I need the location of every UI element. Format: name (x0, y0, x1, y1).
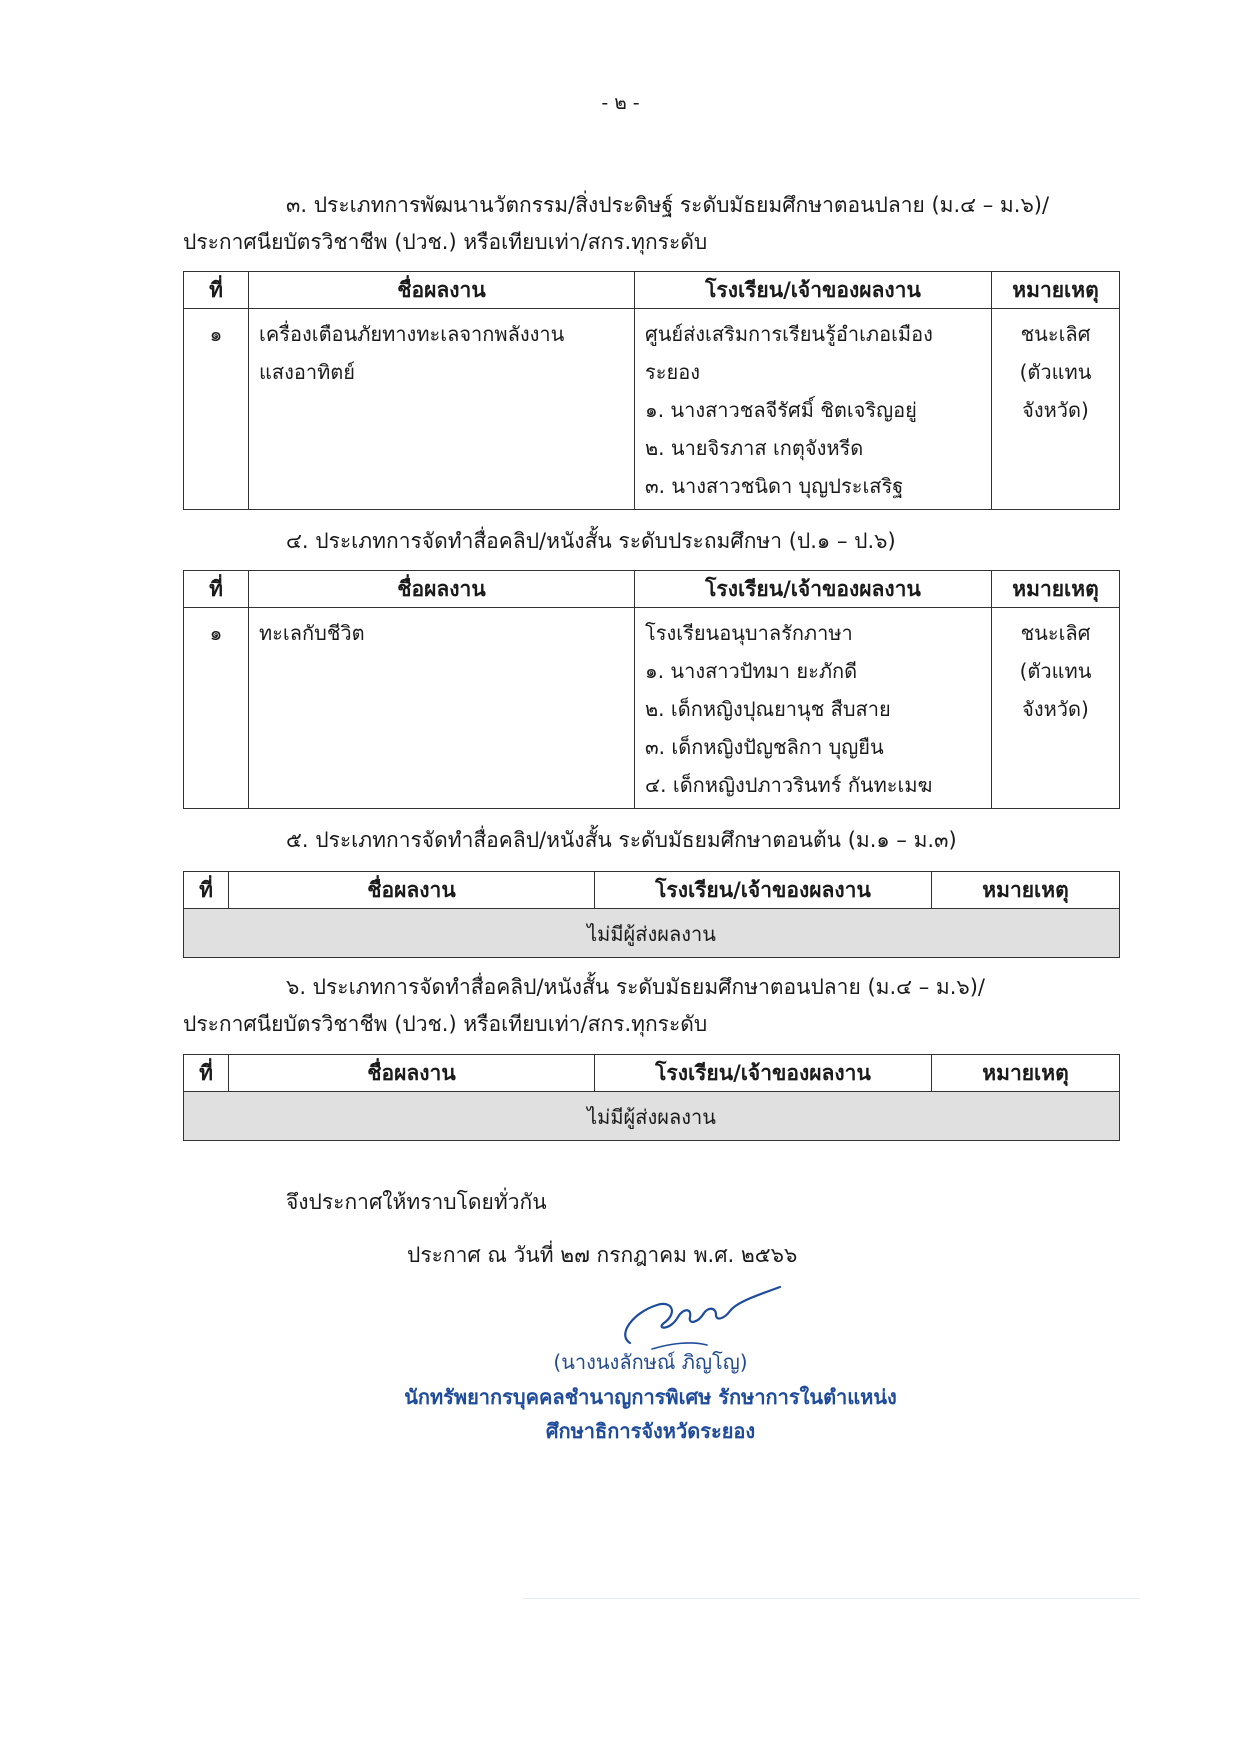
note-line: (ตัวแทนจังหวัด) (1019, 659, 1092, 721)
school-line: ๒. เด็กหญิงปุณยานุช สืบสาย (645, 697, 891, 721)
table-header-row (184, 872, 1120, 909)
school-line: ศูนย์ส่งเสริมการเรียนรู้อำเภอเมือง (645, 322, 933, 346)
header-note: หมายเหตุ (992, 571, 1120, 608)
table-row (184, 909, 1120, 958)
school-line: โรงเรียนอนุบาลรักภาษา (645, 621, 853, 645)
section5-heading: ๕. ประเภทการจัดทำสื่อคลิป/หนังสั้น ระดับมัธยมศึกษาตอนต้น (ม.๑ – ม.๓) (286, 828, 957, 852)
page-number: - ๒ - (601, 92, 640, 114)
row-name (249, 608, 635, 809)
section4-table (183, 570, 1120, 809)
school-line: ๑. นางสาวชลจีรัศมิ์ ชิตเจริญอยู่ (645, 398, 917, 422)
row-school (635, 309, 992, 510)
signer-title-line1: นักทรัพยากรบุคคลชำนาญการพิเศษ รักษาการในตำแหน่ง (404, 1385, 897, 1409)
school-line: ระยอง (645, 360, 700, 384)
section6-heading-line2: ประกาศนียบัตรวิชาชีพ (ปวช.) หรือเทียบเท่า/สกร.ทุกระดับ (183, 1012, 708, 1036)
row-school (635, 608, 992, 809)
no-submission-cell: ไม่มีผู้ส่งผลงาน (184, 1092, 1120, 1141)
section3-heading-line1: ๓. ประเภทการพัฒนานวัตกรรม/สิ่งประดิษฐ์ ระดับมัธยมศึกษาตอนปลาย (ม.๔ – ม.๖)/ (286, 193, 1050, 217)
section4-heading: ๔. ประเภทการจัดทำสื่อคลิป/หนังสั้น ระดับประถมศึกษา (ป.๑ – ป.๖) (286, 529, 896, 553)
school-line: ๓. เด็กหญิงปัญชลิกา บุญยืน (645, 735, 884, 759)
signer-title-line2: ศึกษาธิการจังหวัดระยอง (545, 1419, 756, 1443)
section6-table (183, 1054, 1120, 1141)
header-no: ที่ (184, 872, 229, 909)
header-no: ที่ (184, 571, 249, 608)
row-no: ๑ (184, 608, 249, 809)
header-school: โรงเรียน/เจ้าของผลงาน (595, 1055, 932, 1092)
school-line: ๑. นางสาวปัทมา ยะภักดี (645, 659, 858, 683)
table-header-row (184, 571, 1120, 608)
school-line: ๓. นางสาวชนิดา บุญประเสริฐ (645, 474, 904, 498)
name-line: ทะเลกับชีวิต (259, 621, 365, 645)
section5-table (183, 871, 1120, 958)
header-name: ชื่อผลงาน (249, 272, 635, 309)
school-line: ๔. เด็กหญิงปภาวรินทร์ กันทะเมฆ (645, 773, 933, 797)
signer-name: (นางนงลักษณ์ ภิญโญ) (553, 1350, 748, 1374)
header-note: หมายเหตุ (932, 872, 1120, 909)
announce-text: จึงประกาศให้ทราบโดยทั่วกัน (286, 1190, 547, 1214)
name-line: เครื่องเตือนภัยทางทะเลจากพลังงาน (259, 322, 565, 346)
table-header-row (184, 272, 1120, 309)
header-school: โรงเรียน/เจ้าของผลงาน (635, 571, 992, 608)
section6-heading-line1: ๖. ประเภทการจัดทำสื่อคลิป/หนังสั้น ระดับมัธยมศึกษาตอนปลาย (ม.๔ – ม.๖)/ (286, 975, 986, 999)
note-line: ชนะเลิศ (1020, 322, 1091, 346)
header-name: ชื่อผลงาน (229, 872, 595, 909)
announce-date: ประกาศ ณ วันที่ ๒๗ กรกฎาคม พ.ศ. ๒๕๖๖ (407, 1243, 798, 1267)
header-school: โรงเรียน/เจ้าของผลงาน (595, 872, 932, 909)
row-note (992, 309, 1120, 510)
header-school: โรงเรียน/เจ้าของผลงาน (635, 272, 992, 309)
header-name: ชื่อผลงาน (229, 1055, 595, 1092)
section3-heading-line2: ประกาศนียบัตรวิชาชีพ (ปวช.) หรือเทียบเท่า/สกร.ทุกระดับ (183, 230, 708, 254)
table-row (184, 1092, 1120, 1141)
header-no: ที่ (184, 1055, 229, 1092)
section3-table (183, 271, 1120, 510)
name-line: แสงอาทิตย์ (259, 360, 355, 384)
header-name: ชื่อผลงาน (249, 571, 635, 608)
footer-divider (523, 1598, 1140, 1599)
table-row (184, 608, 1120, 809)
no-submission-cell: ไม่มีผู้ส่งผลงาน (184, 909, 1120, 958)
note-line: ชนะเลิศ (1020, 621, 1091, 645)
row-note (992, 608, 1120, 809)
school-line: ๒. นายจิรภาส เกตุจังหรีด (645, 436, 864, 460)
note-line: (ตัวแทนจังหวัด) (1019, 360, 1092, 422)
row-no: ๑ (184, 309, 249, 510)
header-no: ที่ (184, 272, 249, 309)
header-note: หมายเหตุ (992, 272, 1120, 309)
row-name (249, 309, 635, 510)
header-note: หมายเหตุ (932, 1055, 1120, 1092)
table-header-row (184, 1055, 1120, 1092)
table-row (184, 309, 1120, 510)
